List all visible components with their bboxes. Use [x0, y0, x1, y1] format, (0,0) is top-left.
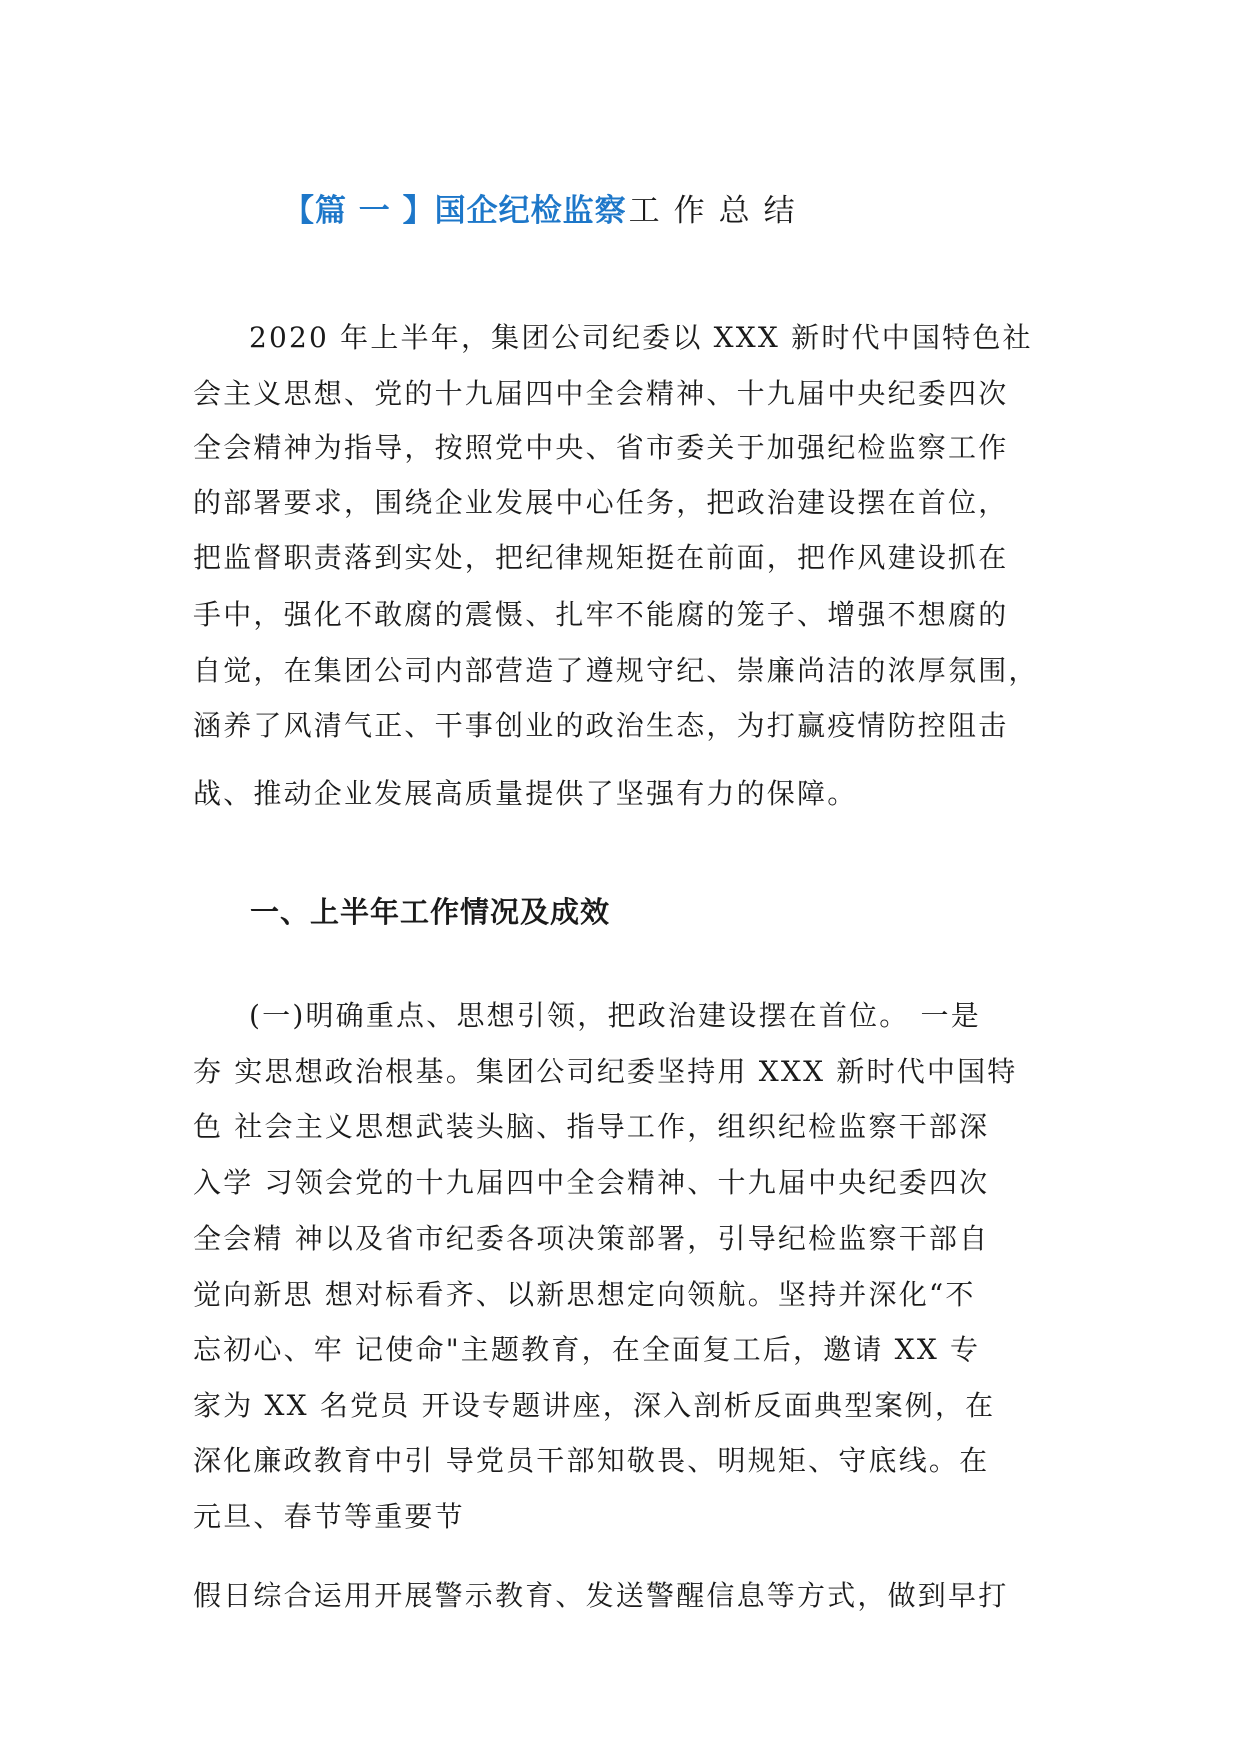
- paragraph2-line: 色 社会主义思想武装头脑、指导工作，组织纪检监察干部深: [193, 1110, 990, 1143]
- paragraph1-line: 手中，强化不敢腐的震慑、扎牢不能腐的笼子、增强不想腐的: [193, 598, 1009, 631]
- paragraph2-line: (一)明确重点、思想引领，把政治建设摆在首位。 一是: [249, 999, 981, 1032]
- paragraph2-line: 家为 XX 名党员 开设专题讲座，深入剖析反面典型案例，在: [193, 1389, 996, 1422]
- paragraph2-line: 全会精 神以及省市纪委各项决策部署，引导纪检监察干部自: [193, 1222, 990, 1255]
- paragraph1-line: 涵养了风清气正、干事创业的政治生态，为打赢疫情防控阻击: [193, 709, 1009, 742]
- paragraph3-line: 假日综合运用开展警示教育、发送警醒信息等方式，做到早打: [193, 1579, 1009, 1612]
- title-rest: 工作总结: [628, 193, 809, 229]
- paragraph2-line: 夯 实思想政治根基。集团公司纪委坚持用 XXX 新时代中国特: [193, 1055, 1018, 1088]
- paragraph1-line: 战、推动企业发展高质量提供了坚强有力的保障。: [193, 777, 858, 810]
- paragraph1-line: 的部署要求，围绕企业发展中心任务，把政治建设摆在首位，: [193, 486, 1009, 519]
- paragraph2-line: 忘初心、牢 记使命"主题教育，在全面复工后，邀请 XX 专: [193, 1333, 981, 1366]
- paragraph2-line: 元旦、春节等重要节: [193, 1500, 465, 1533]
- paragraph1-line: 全会精神为指导，按照党中央、省市委关于加强纪检监察工作: [193, 431, 1009, 464]
- document-title: [283, 188, 809, 234]
- title-highlight: 【篇 一 】国企纪检监察: [283, 193, 627, 229]
- paragraph1-line: 2020 年上半年，集团公司纪委以 XXX 新时代中国特色社: [249, 321, 1033, 354]
- paragraph2-line: 入学 习领会党的十九届四中全会精神、十九届中央纪委四次: [193, 1166, 990, 1199]
- paragraph2-line: 觉向新思 想对标看齐、以新思想定向领航。坚持并深化“不: [193, 1278, 976, 1311]
- paragraph1-line: 把监督职责落到实处，把纪律规矩挺在前面，把作风建设抓在: [193, 541, 1009, 574]
- paragraph1-line: 会主义思想、党的十九届四中全会精神、十九届中央纪委四次: [193, 377, 1009, 410]
- paragraph1-line: 自觉，在集团公司内部营造了遵规守纪、崇廉尚洁的浓厚氛围，: [193, 654, 1039, 687]
- section-heading: 一、上半年工作情况及成效: [250, 895, 611, 929]
- paragraph2-line: 深化廉政教育中引 导党员干部知敬畏、明规矩、守底线。在: [193, 1444, 990, 1477]
